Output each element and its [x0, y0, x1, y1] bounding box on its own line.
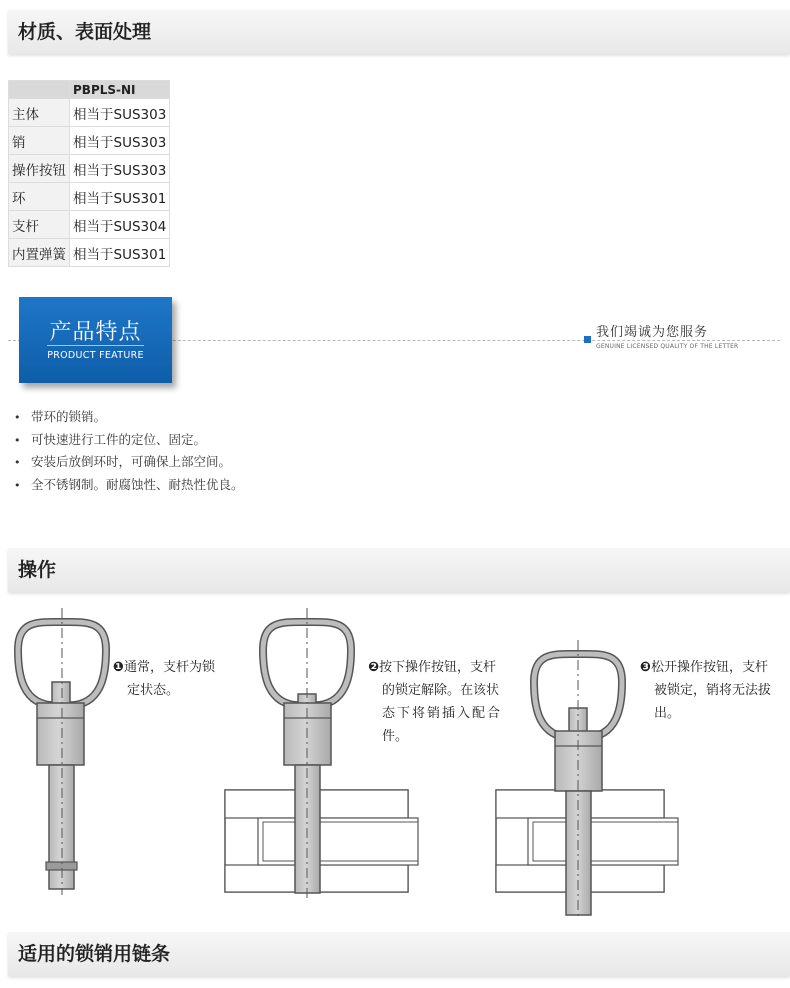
section-title: 适用的锁销用链条	[18, 943, 171, 965]
ball-lock-pin-state-2	[225, 608, 418, 898]
step-text-line: 通常，支杆为锁	[124, 660, 216, 675]
material-cell: 相当于SUS303	[70, 155, 170, 183]
step-text-line: 按下操作按钮，支杆	[379, 660, 497, 675]
step-text-line: 被锁定，销将无法拔	[654, 683, 772, 698]
part-cell: 环	[9, 183, 70, 211]
feature-title-en: PRODUCT FEATURE	[47, 350, 144, 361]
feature-title-cn: 产品特点	[49, 320, 142, 345]
material-cell: 相当于SUS301	[70, 239, 170, 267]
section-title: 材质、表面处理	[18, 21, 152, 43]
table-header-row	[9, 81, 170, 99]
table-row	[9, 183, 170, 211]
step-text-line: 的锁定解除。在该状	[382, 683, 500, 698]
table-header-cell	[9, 81, 70, 99]
operation-step-1	[113, 656, 215, 702]
table-row	[9, 99, 170, 127]
table-row	[9, 127, 170, 155]
operation-step-2	[368, 656, 502, 748]
list-item: • 可快速进行工件的定位、固定。	[14, 429, 244, 452]
product-feature-badge	[19, 297, 172, 383]
step-text-line: 定状态。	[127, 683, 180, 698]
table-row	[9, 211, 170, 239]
section-header-materials	[8, 10, 790, 54]
list-item: • 带环的锁销。	[14, 406, 244, 429]
part-cell: 主体	[9, 99, 70, 127]
feature-list	[14, 406, 244, 496]
part-cell: 支杆	[9, 211, 70, 239]
part-cell: 操作按钮	[9, 155, 70, 183]
service-slogan-en: GENUINE LICENSED QUALITY OF THE LETTER	[596, 343, 739, 350]
table-header-cell: PBPLS-NI	[70, 81, 170, 99]
list-item: • 安装后放倒环时，可确保上部空间。	[14, 451, 244, 474]
step-number: ❸	[640, 660, 652, 675]
step-number: ❷	[368, 660, 380, 675]
step-text-line: 件。	[382, 729, 409, 744]
section-header-operation	[8, 548, 790, 592]
material-cell: 相当于SUS303	[70, 127, 170, 155]
step-text-line: 出。	[654, 706, 681, 721]
badge-underline	[47, 345, 144, 346]
section-title: 操作	[18, 559, 57, 581]
step-text-line: 松开操作按钮，支杆	[651, 660, 769, 675]
step-number: ❶	[113, 660, 125, 675]
material-cell: 相当于SUS303	[70, 99, 170, 127]
blue-square-icon	[584, 336, 591, 343]
material-cell: 相当于SUS304	[70, 211, 170, 239]
material-cell: 相当于SUS301	[70, 183, 170, 211]
ball-lock-pin-state-1	[18, 608, 106, 895]
list-item: • 全不锈钢制。耐腐蚀性、耐热性优良。	[14, 474, 244, 497]
operation-step-3	[640, 656, 771, 725]
part-cell: 销	[9, 127, 70, 155]
operation-diagram	[0, 600, 790, 925]
part-cell: 内置弹簧	[9, 239, 70, 267]
table-row	[9, 155, 170, 183]
service-slogan-cn: 我们竭诚为您服务	[596, 325, 709, 340]
section-header-chains	[8, 932, 790, 976]
step-text-line: 态下将销插入配合	[382, 706, 503, 721]
material-table	[8, 80, 170, 267]
table-row	[9, 239, 170, 267]
